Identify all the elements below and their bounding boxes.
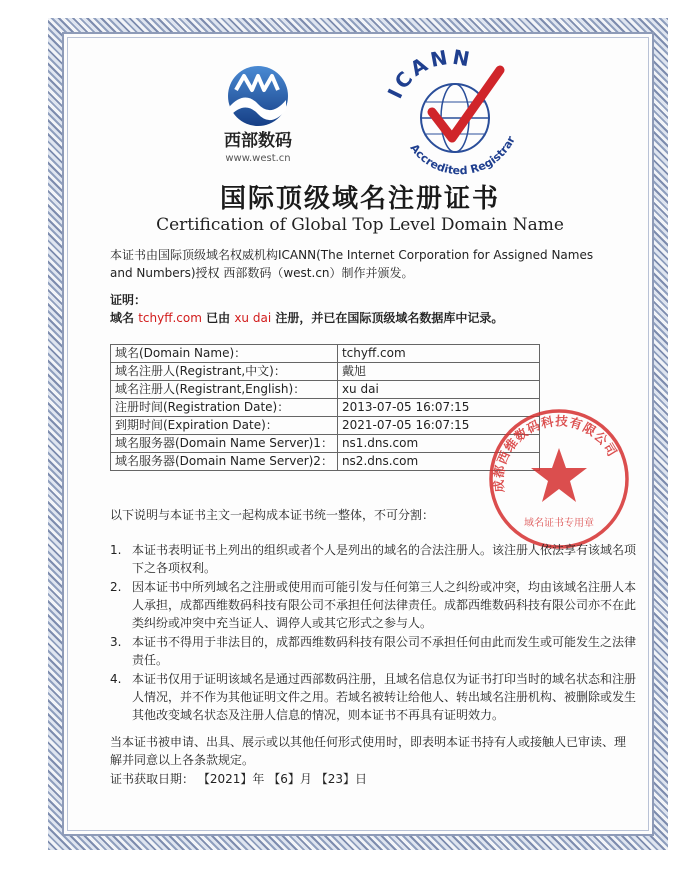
issue-date-label: 证书获取日期： — [110, 772, 195, 786]
table-key: 域名(Domain Name)： — [111, 345, 338, 363]
table-row — [111, 363, 540, 381]
term-number: 4. — [110, 672, 122, 686]
icann-logo — [360, 30, 660, 200]
west-logo-name: 西部数码 — [224, 131, 292, 151]
table-value: 2021-07-05 16:07:15 — [337, 417, 539, 435]
proof-statement — [110, 309, 630, 326]
term-number: 2. — [110, 580, 122, 594]
proof-suffix: 注册，并已在国际顶级域名数据库中记录。 — [275, 311, 504, 325]
icann-logo-name: ICANN — [382, 44, 475, 103]
west-logo — [60, 30, 360, 200]
list-item — [110, 578, 640, 632]
domain-info-table — [110, 344, 540, 471]
term-text: 本证书不得用于非法目的，成都西维数码科技有限公司不承担任何由此而发生或可能发生之法律责任。 — [132, 635, 637, 667]
closing-statement: 当本证书被申请、出具、展示或以其他任何形式使用时，即表明本证书持有人或接触人已审读、理解并同意以上各条款规定。 — [110, 735, 627, 767]
svg-text:Accredited Registrar — [407, 134, 518, 178]
table-key: 到期时间(Expiration Date)： — [111, 417, 338, 435]
term-text: 本证书仅用于证明该域名是通过西部数码注册，且域名信息仅为证书打印当时的域名状态和注册人情况，并不作为其他证明文件之用。若域名被转让给他人、转出域名注册机构、被删除或发生其他改变域名状态及注册人信息的情况，则本证书不再具有证明效力。 — [132, 672, 637, 722]
table-value: 戴旭 — [337, 363, 539, 381]
title-english: Certification of Global Top Level Domain Name — [156, 215, 564, 235]
icann-logo-tagline: Accredited Registrar — [407, 134, 518, 178]
proof-prefix: 域名 — [110, 311, 135, 325]
table-key: 域名服务器(Domain Name Server)1： — [111, 435, 338, 453]
seal-purpose: 域名证书专用章 — [524, 518, 594, 529]
table-value: 2013-07-05 16:07:15 — [337, 399, 539, 417]
table-key: 域名注册人(Registrant,English)： — [111, 381, 338, 399]
proof-registrant: xu dai — [234, 311, 272, 325]
issue-date-month: 【6】月 — [268, 772, 312, 786]
term-number: 3. — [110, 635, 122, 649]
proof-mid: 已由 — [206, 311, 231, 325]
table-value: ns2.dns.com — [337, 453, 539, 471]
proof-label: 证明： — [110, 293, 147, 307]
table-key: 域名服务器(Domain Name Server)2： — [111, 453, 338, 471]
intro-text: 本证书由国际顶级域名权威机构ICANN(The Internet Corporation for Assigned Names and Numbers)授权 西部数码（west.cn）制作并颁发。 — [110, 248, 594, 280]
table-key: 注册时间(Registration Date)： — [111, 399, 338, 417]
seal-company-name: 成都西维数码科技有限公司 — [490, 413, 621, 493]
title-chinese: 国际顶级域名注册证书 — [219, 184, 500, 214]
seal-star-icon — [531, 448, 587, 502]
table-value: ns1.dns.com — [337, 435, 539, 453]
term-text: 因本证书中所列域名之注册或使用而可能引发与任何第三人之纠纷或冲突，均由该域名注册人本人承担，成都西维数码科技有限公司不承担任何法律责任。成都西维数码科技有限公司亦不在此类纠纷或冲突中充当证人、调停人或其它形式之参与人。 — [132, 580, 637, 630]
table-row — [111, 417, 540, 435]
proof-domain: tchyff.com — [138, 311, 202, 325]
list-item — [110, 541, 640, 577]
issue-date-year: 【2021】年 — [197, 772, 265, 786]
table-value: xu dai — [337, 381, 539, 399]
certificate-content — [60, 30, 660, 830]
terms-heading: 以下说明与本证书主文一起构成本证书统一整体，不可分割： — [110, 508, 435, 522]
table-row — [111, 453, 540, 471]
list-item — [110, 670, 640, 724]
table-key: 域名注册人(Registrant,中文)： — [111, 363, 338, 381]
table-row — [111, 399, 540, 417]
svg-text:ICANN — [383, 45, 475, 103]
table-row — [111, 345, 540, 363]
issue-date — [110, 770, 367, 787]
table-row — [111, 381, 540, 399]
list-item — [110, 633, 640, 669]
company-seal — [486, 406, 632, 552]
west-logo-url: www.west.cn — [225, 153, 291, 164]
term-number: 1. — [110, 543, 122, 557]
term-text: 本证书表明证书上列出的组织或者个人是列出的域名的合法注册人。该注册人依法享有该域名项下之各项权利。 — [132, 543, 637, 575]
issue-date-day: 【23】日 — [315, 772, 367, 786]
table-value: tchyff.com — [337, 345, 539, 363]
terms-list — [110, 541, 640, 725]
table-row — [111, 435, 540, 453]
